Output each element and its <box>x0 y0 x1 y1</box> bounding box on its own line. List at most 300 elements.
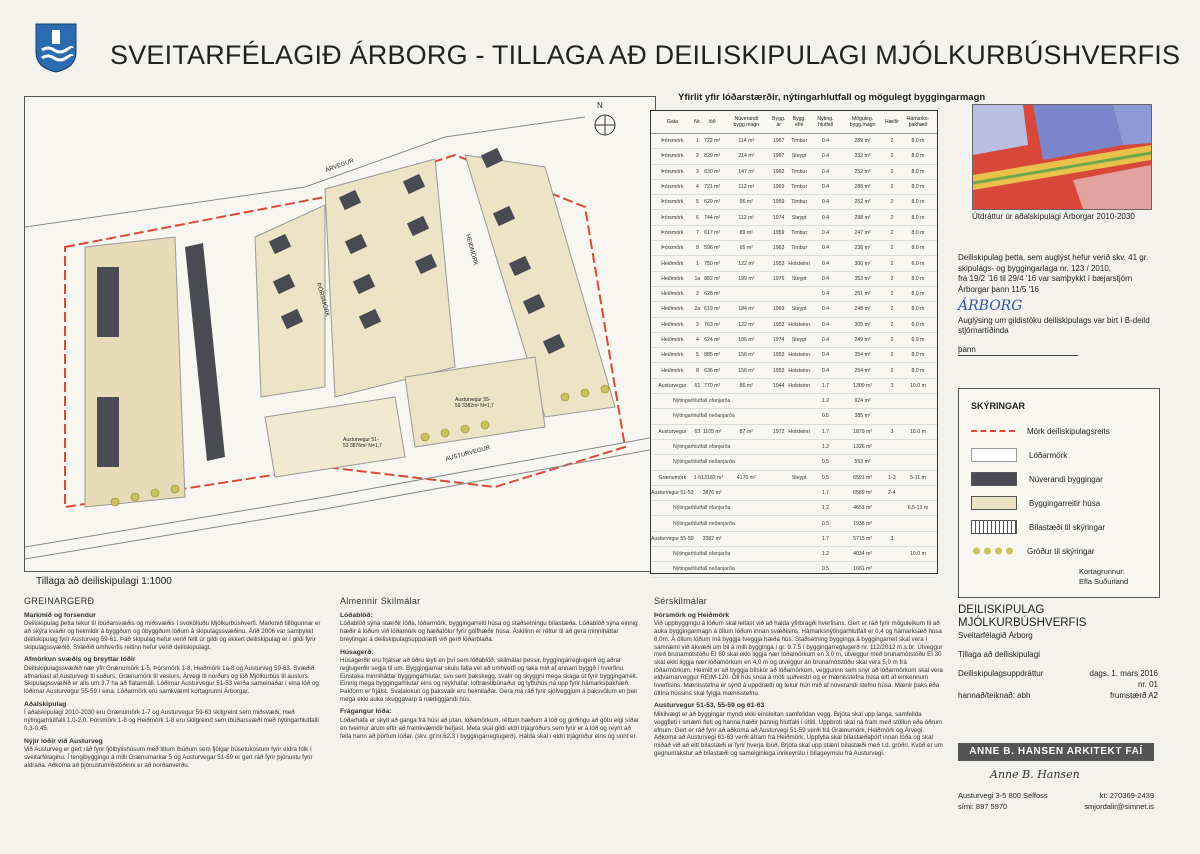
table-cell: 3876 m² <box>701 485 723 500</box>
table-cell: 332 m² <box>840 149 885 164</box>
table-cell <box>723 485 769 500</box>
table-cell: 2 <box>885 225 899 240</box>
table-row <box>651 409 937 424</box>
table-row <box>651 501 937 516</box>
text-column-3: Sérskilmálar Þórsmörk og Heiðmörk Við uppbyggingu á lóðum skal leitast við að halda yfirbragði hverfisins. Gert er ráð fyrir möguleikum til að auka byggingarmagn á öllum lóðum innan svæðisins. Hámarksnýtingarhlutfall er 0,4 og hámarksæð húsa 8,0m. Á öllum lóðum má byggja tveggja hæða hús. Staðsetning bygginga á byggingarreit skal vera í samræmi við ákvæði um bil á milli bygginga í gr. 9.7.5 í byggingarreglugerð nr. 112/2012 m.s.br. Útveggur með brunamótstöðu EI 60 skal ekki liggja nær lóðamörkum en 3,0 m, útveggur með brunamótstöðu EI 30 skal ekki liggja nær lóðamörkum en 4,0 m og útveggur án brunamótstöðu skal vera 5,0 m frá lóðarmörkum. Heimilt er að byggja bílskúr að lóðamörkum, veggurinn sem snýr að lóðarmörkum skal vera eldvarnarveggur REIM-120. Öll hús snúa á móti suðvestri og er mænisstefna húsa eitt af einkennum hverfisins. Mænisstefna er sýnd á uppdrætti og tekur hún mið af núverandi stefnu húsa. Mænir þaks eða útlína hússins skal fylgja mænisstefnu. Austurvegur 51-53, 55-59 og 61-63 Mikilvægt er að byggingar myndi ekki einsleitan samfelldan vegg. Brjóta skal upp langa, samfellda veggfleti í smærri fleti og hanna hæðir þannig hlutfalli í útliti. Uppbroti skal ná fram með stöllun eða öðrum efnum. Gert er ráð fyrir að aðkoma að Austurvegi 51-59 verði frá Grænumörk, Heiðmörk og Árvegi. Aðkoma að Austurvegi 61-63 verði áfram frá Heiðmörk. Uppfylla skal bílastæðaþörf innan lóða og skal miðað við að eitt bílastæði er fyrir hverja íbúð. Brjóta skal upp stærri bílastæði með t.d. gróðri. Kvöð er um gegnumakstur að bílastæði og sameiginlega innkeyrslu í bílageymslu frá Austurvegi. <box>654 596 943 757</box>
table-cell: 629 m² <box>701 195 723 210</box>
table-cell: 1959 <box>770 195 788 210</box>
table-cell: 61 <box>694 378 702 393</box>
table-cell: 5 <box>694 348 702 363</box>
table-row <box>651 348 937 363</box>
table-cell: 6.9 m <box>899 332 937 347</box>
table-cell <box>899 394 937 409</box>
drawing-row: Deiliskipulagsuppdráttur dags. 1. mars 2016 <box>958 669 1158 678</box>
street-label-arvegur: ÁRVEGUR <box>324 158 355 174</box>
table-cell: Þórsmörk <box>651 179 694 194</box>
table-cell: Austurvegur 55-59 <box>651 531 694 546</box>
table-cell: 7 <box>694 225 702 240</box>
table-cell <box>694 531 702 546</box>
table-cell: 628 m² <box>701 286 723 301</box>
table-cell: 8.0 m <box>899 134 937 149</box>
almennir-title: Almennir Skilmálar <box>340 596 421 606</box>
table-cell <box>899 409 937 424</box>
table-cell: 2 <box>885 302 899 317</box>
table-header-cell: Nr. <box>694 111 702 134</box>
table-cell: Steypt <box>788 470 811 485</box>
table-cell: Holsteinn <box>788 363 811 378</box>
table-cell: 2-4 <box>885 485 899 500</box>
table-cell: 1.2 <box>811 501 841 516</box>
table-cell: 0.4 <box>811 332 841 347</box>
table-cell: 2 <box>885 286 899 301</box>
table-cell: 0.4 <box>811 164 841 179</box>
table-cell: 636 m² <box>701 363 723 378</box>
table-cell: 305 m² <box>840 317 885 332</box>
plot-thorsmork-west <box>255 205 325 397</box>
table-cell: Nýtingarhlutfall ofanjarða <box>651 501 811 516</box>
north-label: N <box>597 101 603 110</box>
table-cell: 0.4 <box>811 256 841 271</box>
table-cell: 8.0 m <box>899 210 937 225</box>
architect-name: ANNE B. HANSEN ARKITEKT FAÍ <box>958 743 1154 761</box>
table-row <box>651 332 937 347</box>
table-cell: 1953 <box>770 363 788 378</box>
table-cell: 1953 <box>770 256 788 271</box>
table-cell: 1972 <box>770 424 788 439</box>
table-cell: Timbur <box>788 179 811 194</box>
table-cell: 1.7 <box>811 531 841 546</box>
table-cell: 2 <box>885 348 899 363</box>
table-cell <box>723 531 769 546</box>
table-cell: 2 <box>885 317 899 332</box>
table-cell: Austurvegur 51-53 <box>651 485 694 500</box>
table-cell: 8.0 m <box>899 195 937 210</box>
text-column-1: GREINARGERÐ Markmið og forsendur Deiliskipulag þetta tekur til íbúðarsvæðis og miðsvæðis í svokölluðu Mjólkurbúshverfi. Markmið tillögunnar er að skýra kvaðir og heimildir á byggðum og óbyggðum lóðum á skipulagssvæðinu. Árið 2006 var samþykkt deiliskipulag fyrir Austurveg 59-61. Það skipulag hefur verið fellt úr gildi og ekkert deiliskipulag er í gildi fyrir skipulagssvæðið. Svæðið umhverfis reitinn hefur verið deiliskipulagt. Afmörkun svæðis og breyttar lóðir Deiliskipulagssvæðið nær yfir Grænumörk 1-5, Þórsmörk 1-8, Heiðmörk 1a-8 og Austurveg 59-63. Svæðið afmarkast af Austurvegi til suðurs, Grænumörk til vesturs, Árvegi til norðurs og lóð Mjólkurbús til austurs. Skipulagssvæðið er alls um 3,7 ha að flatarmáli. Lóðirnar Austurvegur 51-53 verða sameinaðar í eina lóð og lóðirnar Austurvegur 55-59 í eina. Lóðarmörk eru samkvæmt kortagrunni Árborgar. Aðalskipulag Í aðalskipulagi 2010-2030 eru Grænumörk 1-7 og Austurvegur 59-63 skilgreint sem miðsvæði, með nýtingarhlutfalli 1,0-2,0. Þórsmörk 1-8 og Heiðmörk 1-8 eru skilgreind sem íbúðarsvæði með nýtingarhlutfalli 0,3-0,45. Nýjir lóðir við Austurveg Við Austurveg er gert ráð fyrir fjölbýlishúsum með litlum íbúðum sem fjölgar búsetukostum fyrir eldra fólk í sveitarfélaginu. Í tengibyggingu á milli Grænumarkar 5 og Austurvegar 51-59 er gert ráð fyrir þjónustu fyrir aldraða. Aðkoma að þjónustumiðstöðinni er að norðanverðu. <box>24 598 324 771</box>
table-cell: 1-5 <box>694 470 702 485</box>
table-cell: Heiðmörk <box>651 332 694 347</box>
table-row <box>651 424 937 439</box>
table-cell: 1962 <box>770 164 788 179</box>
table-cell <box>788 485 811 500</box>
table-cell: Nýtingarhlutfall neðanjarða <box>651 562 811 577</box>
table-cell: 924 m² <box>840 394 885 409</box>
table-cell: 1.7 <box>811 485 841 500</box>
table-cell <box>885 455 899 470</box>
table-cell: 4 <box>694 332 702 347</box>
table-cell: Timbur <box>788 241 811 256</box>
table-row <box>651 179 937 194</box>
table-cell: 63 <box>694 424 702 439</box>
table-cell: 8.0 m <box>899 271 937 286</box>
table-cell: 354 m² <box>840 348 885 363</box>
table-header-cell: Bygg. ár <box>770 111 788 134</box>
table-cell: 885 m² <box>701 348 723 363</box>
table-cell: 252 m² <box>840 195 885 210</box>
table-cell: Nýtingarhlutfall ofanjarða <box>651 439 811 454</box>
table-cell: Steypt <box>788 302 811 317</box>
table-cell: 3 <box>694 317 702 332</box>
table-cell: Heiðmörk <box>651 348 694 363</box>
table-cell: 65 m² <box>723 241 769 256</box>
table-cell: 8.0 m <box>899 149 937 164</box>
table-cell: Þórsmörk <box>651 164 694 179</box>
table-cell: 1953 <box>770 348 788 363</box>
table-cell: 553 m² <box>840 455 885 470</box>
table-cell: 1.7 <box>811 424 841 439</box>
table-cell: 1326 m² <box>840 439 885 454</box>
area-note-51-53: Austurvegur 51-53 3876m² N=1,7 <box>343 437 382 449</box>
table-cell: Nýtingarhlutfall neðanjarða <box>651 409 811 424</box>
table-cell: 1.7 <box>811 378 841 393</box>
table-cell: 2 <box>885 195 899 210</box>
table-cell: 4651 m² <box>840 501 885 516</box>
table-cell <box>885 547 899 562</box>
table-cell <box>694 485 702 500</box>
table-title: Yfirlit yfir lóðarstærðir, nýtingarhlutfall og mögulegt byggingarmagn <box>678 92 986 103</box>
table-cell: 1967 <box>770 134 788 149</box>
legend-item-building: Núverandi byggingar <box>971 467 1159 491</box>
legend <box>958 388 1160 598</box>
table-cell: 0.4 <box>811 134 841 149</box>
table-cell: 6 <box>694 210 702 225</box>
table-cell: 1-3 <box>885 470 899 485</box>
table-cell: 1969 <box>770 179 788 194</box>
table-cell: 763 m² <box>701 317 723 332</box>
table-cell: 2 <box>885 210 899 225</box>
table-cell: 0.4 <box>811 149 841 164</box>
table-cell: 0.5 <box>811 455 841 470</box>
contact-block: Austurvegi 3-5 800 Selfoss kt: 270369-2439 sími: 897 5970 smjordalir@simnet.is <box>958 791 1154 811</box>
table-cell: 3 <box>885 424 899 439</box>
table-cell: Nýtingarhlutfall neðanjarða <box>651 516 811 531</box>
table-cell: 8 <box>694 363 702 378</box>
table-cell: 156 m² <box>723 348 769 363</box>
table-cell: 0.5 <box>811 516 841 531</box>
table-cell: 2 <box>885 332 899 347</box>
approval-dates: frá 19/2 '16 til 29/4 '16 var samþykkt í bæjarstjórn Árborgar þann 11/5 '16 <box>958 274 1133 294</box>
table-row <box>651 134 937 149</box>
table-cell: 248 m² <box>840 302 885 317</box>
table-cell: 624 m² <box>701 332 723 347</box>
table-header-cell: Hámarks-þakhæð <box>899 111 937 134</box>
gazette-text: Auglýsing um gildistöku deiliskipulags var birt í B-deild stjórnartíðinda <box>958 315 1150 335</box>
table-cell: 2a <box>694 302 702 317</box>
table-cell: Grænumörk <box>651 470 694 485</box>
table-cell: 1 <box>694 134 702 149</box>
legend-item-trees: Gróður til skýringar <box>971 539 1159 563</box>
table-cell: 1.2 <box>811 547 841 562</box>
plan-title-1: DEILISKIPULAG <box>958 604 1045 616</box>
table-cell: 249 m² <box>840 332 885 347</box>
table-cell: 0.4 <box>811 363 841 378</box>
table-cell: Heiðmörk <box>651 302 694 317</box>
table-cell: 251 m² <box>840 286 885 301</box>
table-row <box>651 256 937 271</box>
table-cell: 1974 <box>770 210 788 225</box>
table-cell: 6.0 m <box>899 317 937 332</box>
table-cell <box>788 286 811 301</box>
table-cell: 617 m² <box>701 225 723 240</box>
table-cell: 4034 m² <box>840 547 885 562</box>
table-cell: Nýtingarhlutfall ofanjarða <box>651 394 811 409</box>
table-cell: 1976 <box>770 271 788 286</box>
table-cell: Steypt <box>788 149 811 164</box>
table-cell: 2 <box>885 179 899 194</box>
table-cell <box>899 485 937 500</box>
table-cell: 8.0 m <box>899 286 937 301</box>
map-caption: Tillaga að deiliskipulagi 1:1000 <box>36 576 172 587</box>
inset-caption: Útdráttur úr aðalskipulagi Árborgar 2010-2030 <box>972 212 1135 221</box>
table-cell: 86 m² <box>723 378 769 393</box>
municipality-crest-icon <box>34 22 78 74</box>
table-cell: 722 m² <box>701 134 723 149</box>
table-row <box>651 241 937 256</box>
table-cell: Þórsmörk <box>651 210 694 225</box>
table-cell: 6591 m² <box>840 470 885 485</box>
table-cell: 2 <box>694 149 702 164</box>
greinargerd-title: GREINARGERÐ <box>24 596 95 606</box>
table-header-cell: Möguleg. bygg.magn <box>840 111 885 134</box>
table-cell: 4170 m² <box>723 470 769 485</box>
table-cell: 1974 <box>770 332 788 347</box>
legend-source: Kortagrunnur: Efla Suðurland <box>1079 567 1129 586</box>
table-cell: Þórsmörk <box>651 225 694 240</box>
table-cell: 0.4 <box>811 302 841 317</box>
table-cell: 630 m² <box>701 164 723 179</box>
table-cell: 2 <box>885 363 899 378</box>
site-plan-map <box>24 96 656 572</box>
table-cell: 8.0 m <box>899 179 937 194</box>
table-cell: 199 m² <box>723 271 769 286</box>
table-cell: 3 <box>885 378 899 393</box>
table-cell: 0.4 <box>811 210 841 225</box>
table-cell <box>885 439 899 454</box>
table-row <box>651 455 937 470</box>
table-cell: 1963 <box>770 241 788 256</box>
table-cell <box>899 562 937 577</box>
table-cell: 1944 <box>770 378 788 393</box>
table-cell: Austurvegur <box>651 424 694 439</box>
table-row <box>651 394 937 409</box>
table-cell: 13182 m² <box>701 470 723 485</box>
table-cell: 112 m² <box>723 210 769 225</box>
table-cell: 8.0 m <box>899 348 937 363</box>
table-cell: Holsteinn <box>788 378 811 393</box>
table-cell: 6,5-13 m <box>899 501 937 516</box>
table-cell: 619 m² <box>701 302 723 317</box>
table-cell: 5715 m² <box>840 531 885 546</box>
street-label-austurvegur: AUSTURVEGUR <box>445 445 491 463</box>
table-cell <box>885 409 899 424</box>
table-cell: Nýtingarhlutfall ofanjarða <box>651 547 811 562</box>
table-cell: 8.0 m <box>899 164 937 179</box>
table-cell: 1967 <box>770 149 788 164</box>
table-cell <box>770 470 788 485</box>
table-cell: Þórsmörk <box>651 195 694 210</box>
table-cell: 247 m² <box>840 225 885 240</box>
table-cell <box>723 286 769 301</box>
table-row <box>651 271 937 286</box>
title-block <box>958 604 1158 701</box>
drawing-number: nr. 01 <box>1137 680 1158 689</box>
table-row <box>651 378 937 393</box>
table-cell: 2 <box>694 286 702 301</box>
table-cell: Holsteinn <box>788 317 811 332</box>
table-cell <box>899 455 937 470</box>
table-cell: 2 <box>885 241 899 256</box>
approval-block <box>958 253 1158 356</box>
table-row <box>651 439 937 454</box>
text-column-2: Almennir Skilmálar Lóðablöð: Lóðablöð sýna stærðir lóða, lóðarmörk, byggingarreiti húsa og staðsetningu bílastæða. Lóðablöð sýna einnig hæðir á lóðum við lóðamörk og hæðatölur fyrir gólfhæðir húsa. Áskilinn er réttur til að gera minniháttar breytingar á deiliskipulagsuppdrætti við gerð lóðarblaða. Húsagerð: Húsagerðir eru frjálsar að öðru leyti en því sem lóðablöð, skilmálar þessir, byggingarreglugerð og aðrar reglugerðir segja til um. Byggingarnar skulu falla vel að umhverfi og taka mið af annarri byggð í hverfinu. Einstaka minniháttar byggingarhlutar, svo sem þakskegg, svalir og skyggni mega skaga út fyrir byggingarreit. Einnig mega byggingarhlutar eins og reykháfar, loftræstibúnaður og lyftuhús ná upp fyrir hámarksþakhæð. Þakform er frjálst. Svalalokun og þaksvalir eru heimilaðar. Gera má ráð fyrir sjólveggjum á þaksvölum en þeir mega ekki auka skuggavarp á nærliggjandi hús. Frágangur lóða: Lóðarhafa er skylt að ganga frá húsi að utan, lóðamörkum, réttum hæðum á lóð og girðingu að götu eigi síðar en tveimur árum eftir að framkvæmdir hefjast. Meta skal gildi eldri trjágróðurs sem fyrir er á lóð og reynt að fella hann að þörfum lóðar. (skv. gr.nr.62.3 í byggingarreglugerð). Halda skal í eldri trjágróður eins og unnt er. <box>340 596 639 740</box>
table-cell: 1a <box>694 271 702 286</box>
table-cell: 184 m² <box>723 302 769 317</box>
legend-item-plot: Lóðarmörk <box>971 443 1159 467</box>
table-row <box>651 547 937 562</box>
table-cell: Holsteinn <box>788 348 811 363</box>
master-plan-excerpt <box>972 104 1152 210</box>
table-cell: 2 <box>885 164 899 179</box>
plan-title-2: MJÓLKURBÚSHVERFIS <box>958 617 1087 629</box>
table-cell: 4 <box>694 179 702 194</box>
table-cell: 0.4 <box>811 317 841 332</box>
table-cell: 10.0 m <box>899 424 937 439</box>
legend-title: SKÝRINGAR <box>971 401 1026 411</box>
plot-austurvegur-51-53 <box>265 397 405 477</box>
table-cell: 6589 m² <box>840 485 885 500</box>
table-row <box>651 516 937 531</box>
table-cell: Holsteinn <box>788 256 811 271</box>
table-cell <box>885 516 899 531</box>
legend-item-boundary: Mörk deiliskipulagsreits <box>971 419 1159 443</box>
table-cell <box>885 562 899 577</box>
table-row <box>651 210 937 225</box>
table-cell: 6.0 m <box>899 256 937 271</box>
table-cell: 8.0 m <box>899 241 937 256</box>
table-cell: 8 <box>694 241 702 256</box>
table-cell: Timbur <box>788 225 811 240</box>
table-cell: 385 m² <box>840 409 885 424</box>
table-cell: 1938 m² <box>840 516 885 531</box>
serskilmalar-title: Sérskilmálar <box>654 596 708 606</box>
table-cell: 8.0 m <box>899 363 937 378</box>
table-cell: 721 m² <box>701 179 723 194</box>
table-cell: 0.4 <box>811 241 841 256</box>
table-cell: 298 m² <box>840 210 885 225</box>
table-cell: Timbur <box>788 134 811 149</box>
table-row <box>651 164 937 179</box>
table-row <box>651 363 937 378</box>
table-cell <box>885 501 899 516</box>
table-cell: 744 m² <box>701 210 723 225</box>
table-cell: Heiðmörk <box>651 271 694 286</box>
table-row <box>651 531 937 546</box>
table-cell: 1 <box>694 256 702 271</box>
table-cell: Timbur <box>788 164 811 179</box>
table-cell: 1.2 <box>811 439 841 454</box>
legend-item-parking: Bílastæði til skýringar <box>971 515 1159 539</box>
gazette-date: þann <box>958 345 1078 357</box>
table-cell: Heiðmörk <box>651 317 694 332</box>
table-cell: Þórsmörk <box>651 134 694 149</box>
table-cell: 829 m² <box>701 149 723 164</box>
table-cell: 1105 m² <box>701 424 723 439</box>
table-cell <box>788 531 811 546</box>
table-cell: 0.4 <box>811 286 841 301</box>
table-cell: 3 <box>694 164 702 179</box>
table-cell: 1969 <box>770 302 788 317</box>
approval-text: Deiliskipulag þetta, sem auglýst hefur verið skv. 41 gr. skipulags- og byggingarlaga nr. 123 / 2010, <box>958 253 1149 273</box>
designer-row: hannað/teiknað: abh frumstærð A2 <box>958 691 1158 700</box>
table-row <box>651 470 937 485</box>
table-cell: 0.5 <box>811 562 841 577</box>
table-cell: 882 m² <box>701 271 723 286</box>
table-cell: 2 <box>885 134 899 149</box>
table-cell: 252 m² <box>840 164 885 179</box>
table-cell: 0.4 <box>811 271 841 286</box>
table-cell: 1953 <box>770 317 788 332</box>
table-header-cell: Nýting. hlutfall <box>811 111 841 134</box>
table-cell: 2 <box>885 256 899 271</box>
table-cell: Steypt <box>788 271 811 286</box>
table-cell: Þórsmörk <box>651 241 694 256</box>
table-cell: 353 m² <box>840 271 885 286</box>
table-cell: 112 m² <box>723 179 769 194</box>
table-cell: 186 m² <box>723 332 769 347</box>
table-cell <box>899 531 937 546</box>
plot-table <box>650 110 938 574</box>
table-cell: 8.0 m <box>899 302 937 317</box>
table-row <box>651 225 937 240</box>
table-cell: 254 m² <box>840 363 885 378</box>
table-cell <box>899 516 937 531</box>
table-cell <box>770 531 788 546</box>
table-cell: 1.2 <box>811 394 841 409</box>
table-cell: 214 m² <box>723 149 769 164</box>
table-cell: Holsteinn <box>788 424 811 439</box>
area-note-55-59: Austurvegur 55-59 3382m² N=1,7 <box>455 397 494 409</box>
table-cell: Austurvegur <box>651 378 694 393</box>
table-cell: 156 m² <box>723 363 769 378</box>
table-row <box>651 562 937 577</box>
table-cell: 0.4 <box>811 348 841 363</box>
subtitle: Tillaga að deiliskipulagi <box>958 650 1040 659</box>
table-row <box>651 149 937 164</box>
table-cell <box>770 286 788 301</box>
table-cell: Þórsmörk <box>651 149 694 164</box>
approval-signature: ÁRBORG <box>958 298 1023 314</box>
architect-signature: Anne B. Hansen <box>990 768 1080 781</box>
table-cell: Nýtingarhlutfall neðanjarða <box>651 455 811 470</box>
table-cell: 0.4 <box>811 195 841 210</box>
table-cell: 288 m² <box>840 179 885 194</box>
table-cell: Heiðmörk <box>651 286 694 301</box>
table-cell: Steypt <box>788 332 811 347</box>
table-cell: 3382 m² <box>701 531 723 546</box>
table-cell: 750 m² <box>701 256 723 271</box>
table-header-cell: Núverandi bygg.magn <box>723 111 769 134</box>
table-header-cell: lóð <box>701 111 723 134</box>
page-title: SVEITARFÉLAGIÐ ÁRBORG - TILLAGA AÐ DEILISKIPULAGI MJÓLKURBÚSHVERFIS <box>110 40 1181 70</box>
table-cell: 122 m² <box>723 317 769 332</box>
table-cell: 89 m² <box>723 225 769 240</box>
table-cell: Heiðmörk <box>651 256 694 271</box>
table-cell: 2 <box>885 271 899 286</box>
municipality: Sveitarfélagið Árborg <box>958 631 1033 640</box>
table-cell: 87 m² <box>723 424 769 439</box>
table-cell: 1309 m² <box>840 378 885 393</box>
table-cell: 300 m² <box>840 256 885 271</box>
table-cell: 0.4 <box>811 225 841 240</box>
